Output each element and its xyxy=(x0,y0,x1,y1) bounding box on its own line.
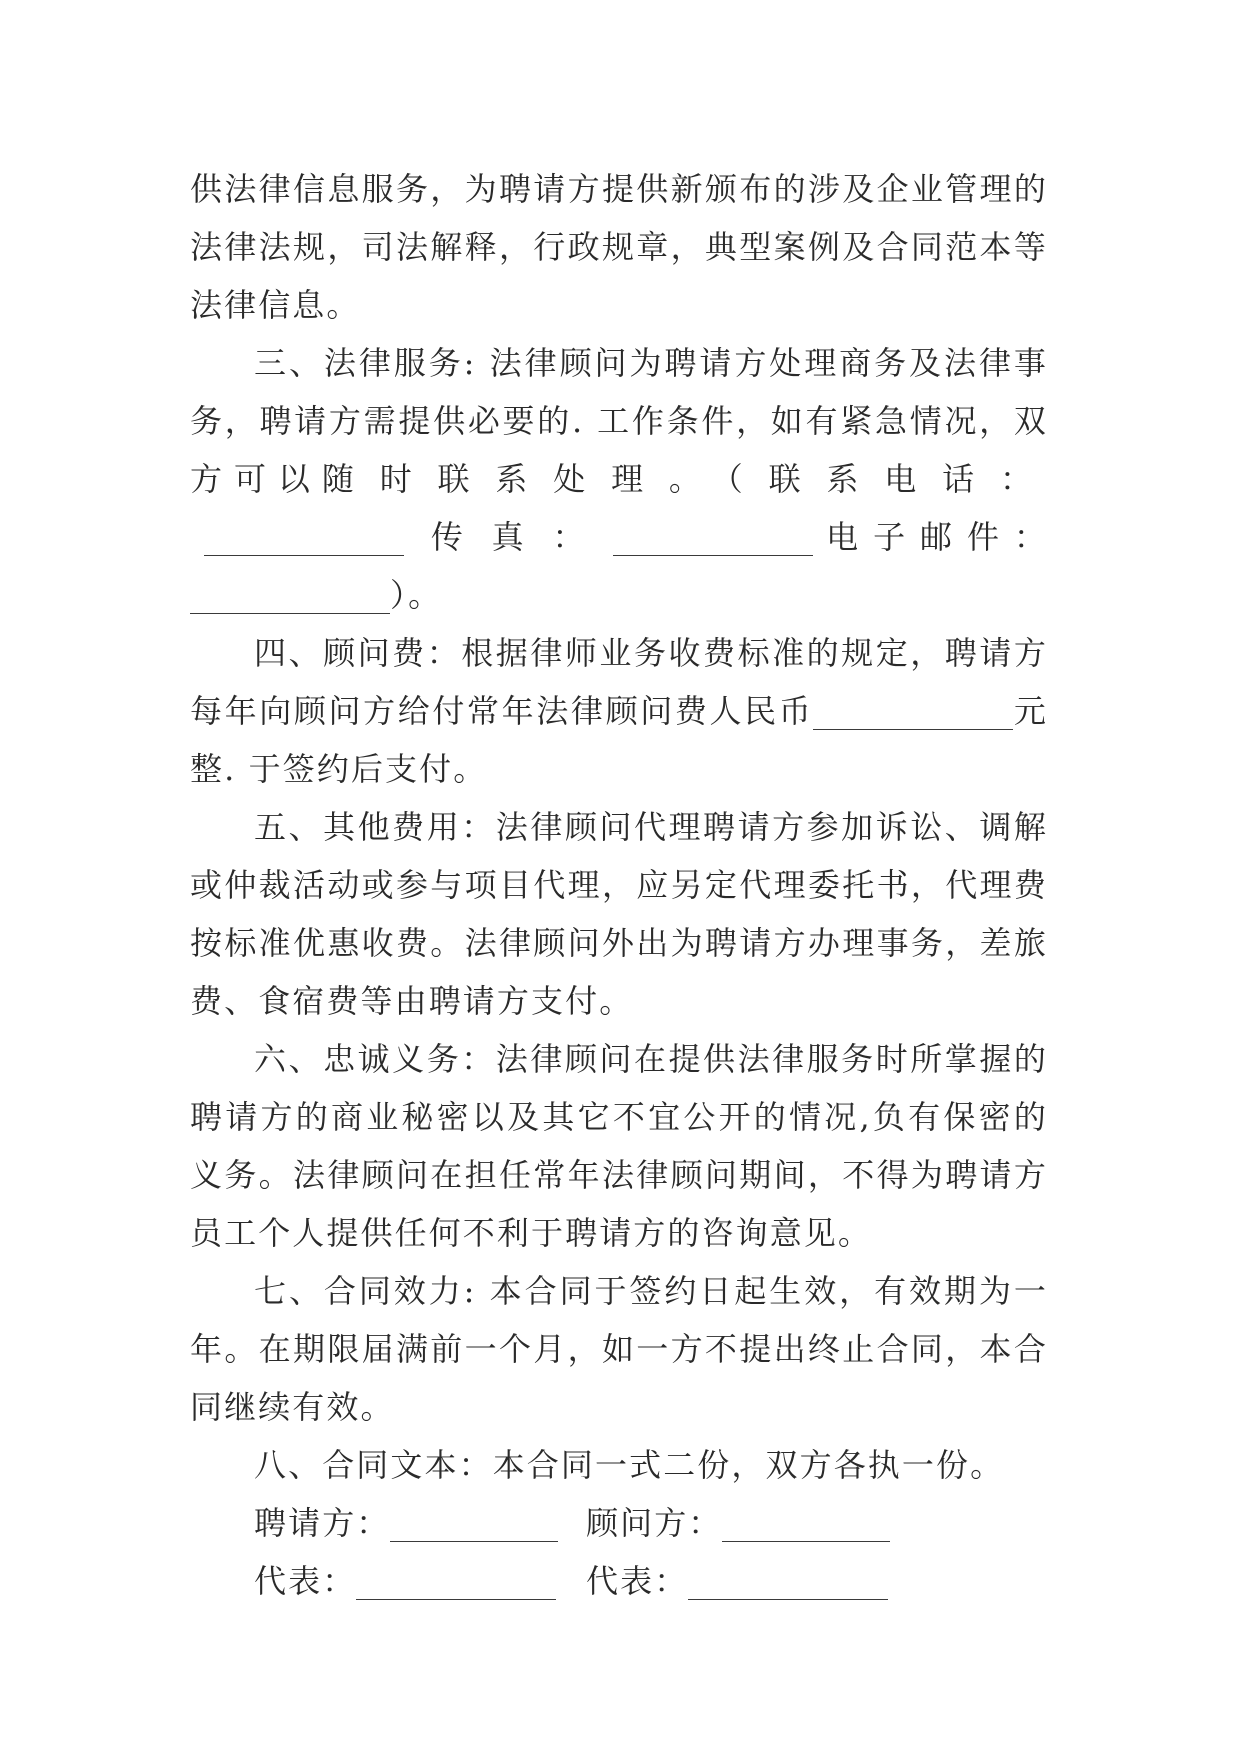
clause-3-close: ）。 xyxy=(390,576,443,614)
signature-row-parties xyxy=(190,1494,1048,1552)
clause-3-legal-services xyxy=(190,334,1048,624)
fax-blank xyxy=(613,515,813,556)
clause-5-other-fees: 五、其他费用：法律顾问代理聘请方参加诉讼、调解或仲裁活动或参与项目代理，应另定代理委托书，代理费按标准优惠收费。法律顾问外出为聘请方办理事务，差旅费、食宿费等由聘请方支付。 xyxy=(190,808,1048,1020)
paragraph-legal-info-continued: 供法律信息服务，为聘请方提供新颁布的涉及企业管理的法律法规，司法解释，行政规章，典型案例及合同范本等法律信息。 xyxy=(190,170,1048,324)
clause-4-text: 四、顾问费：根据律师业务收费标准的规定，聘请方每年向顾问方给付常年法律顾问费人民币 xyxy=(190,634,1048,730)
clause-6-confidentiality: 六、忠诚义务：法律顾问在提供法律服务时所掌握的聘请方的商业秘密以及其它不宜公开的情况,负有保密的义务。法律顾问在担任常年法律顾问期间，不得为聘请方员工个人提供任何不利于聘请方的咨询意见。 xyxy=(190,1040,1048,1252)
employer-label: 聘请方： xyxy=(254,1504,391,1542)
clause-3-contact-text: 随时联系处理。（联系电话： xyxy=(321,460,1048,498)
employer-rep-label: 代表： xyxy=(254,1562,357,1600)
advisor-label: 顾问方： xyxy=(586,1504,723,1542)
clause-4-advisory-fee xyxy=(190,624,1048,798)
email-blank xyxy=(190,573,390,614)
contract-body xyxy=(190,160,1048,1610)
email-label: 电子邮件： xyxy=(813,518,1048,556)
signature-row-representatives xyxy=(190,1552,1048,1610)
clause-7-validity: 七、合同效力: 本合同于签约日起生效，有效期为一年。在期限届满前一个月，如一方不提出终止合同，本合同继续有效。 xyxy=(190,1272,1048,1426)
advisor-rep-label: 代表： xyxy=(586,1562,689,1600)
clause-8-copies: 八、合同文本：本合同一式二份，双方各执一份。 xyxy=(254,1446,1005,1484)
advisor-rep-signature xyxy=(586,1552,888,1610)
advisor-rep-blank xyxy=(688,1559,888,1600)
employer-rep-signature xyxy=(254,1552,586,1610)
advisor-blank xyxy=(722,1501,890,1542)
fax-label: 传真： xyxy=(418,518,614,556)
employer-blank xyxy=(390,1501,558,1542)
phone-blank xyxy=(204,515,404,556)
clause-4-tail: 元整. 于签约后支付。 xyxy=(190,692,1048,788)
advisor-signature xyxy=(586,1494,890,1552)
employer-rep-blank xyxy=(356,1559,556,1600)
clause-3-text: 三、法律服务: 法律顾问为聘请方处理商务及法律事务，聘请方需提供必要的. 工作条件，如有紧急情况，双方可以 xyxy=(190,344,1048,498)
employer-signature xyxy=(254,1494,586,1552)
fee-amount-blank xyxy=(813,689,1013,730)
